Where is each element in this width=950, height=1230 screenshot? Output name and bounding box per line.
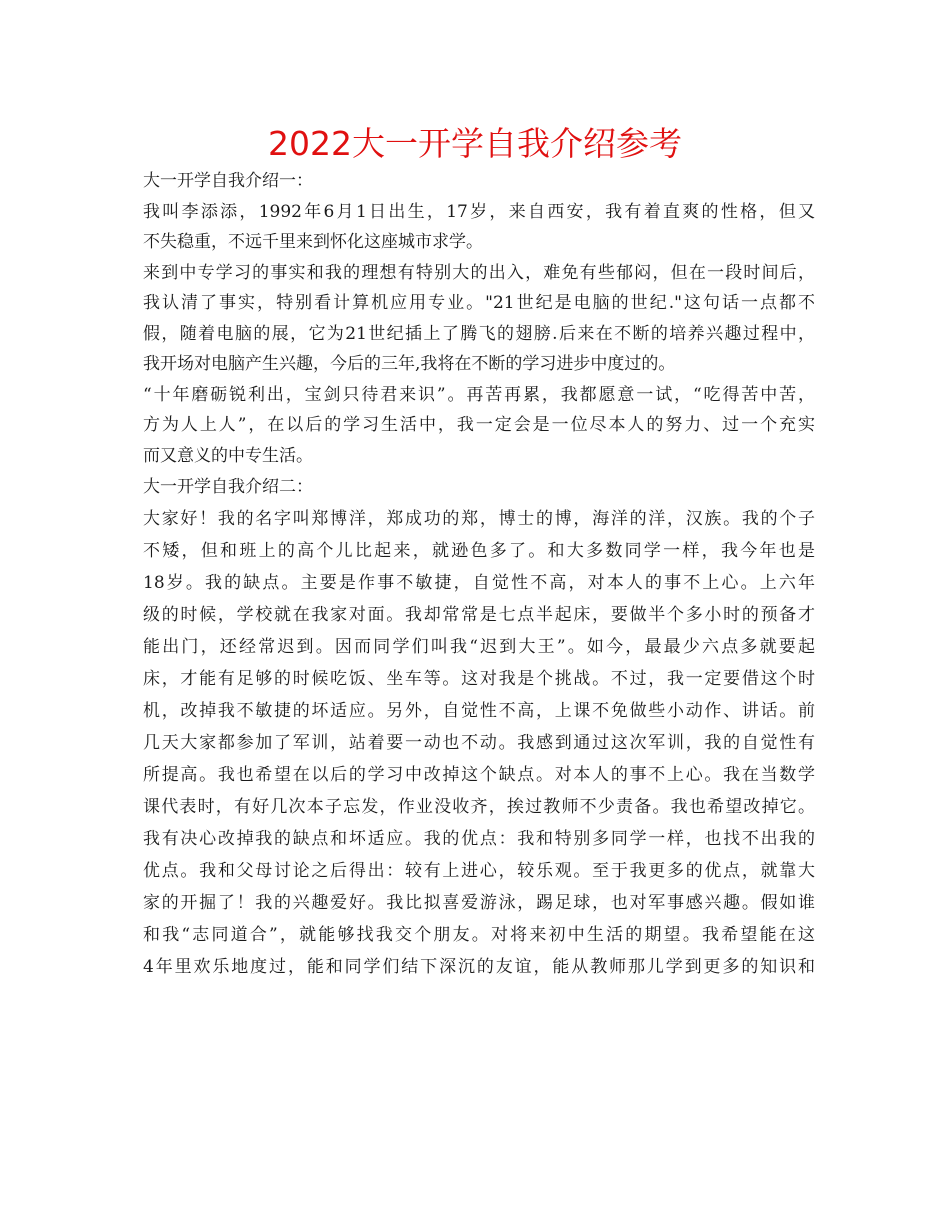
text-line: 级的时候，学校就在我家对面。我却常常是七点半起床，要做半个多小时的预备才: [143, 605, 815, 625]
document-title: 2022大一开学自我介绍参考: [268, 124, 682, 163]
text-line: 来到中专学习的事实和我的理想有特别大的出入，难免有些郁闷，但在一段时间后，: [143, 262, 815, 283]
text-line: 优点。我和父母讨论之后得出：较有上进心，较乐观。至于我更多的优点，就靠大: [143, 861, 815, 881]
text-line: 几天大家都参加了军训，站着要一动也不动。我感到通过这次军训，我的自觉性有: [143, 733, 815, 753]
text-line: 而又意义的中专生活。: [143, 445, 313, 466]
text-line: 我开场对电脑产生兴趣，今后的三年,我将在不断的学习进步中度过的。: [143, 354, 676, 374]
text-line: 方为人上人”，在以后的学习生活中，我一定会是一位尽本人的努力、过一个充实: [143, 415, 815, 435]
text-line: 大家好！我的名字叫郑博洋，郑成功的郑，博士的博，海洋的洋，汉族。我的个子: [143, 509, 815, 529]
text-line: “十年磨砺锐利出，宝剑只待君来识”。再苦再累，我都愿意一试，“吃得苦中苦，: [143, 384, 815, 405]
text-line: 和我“志同道合”，就能够找我交个朋友。对将来初中生活的期望。我希望能在这: [143, 925, 815, 945]
text-line: 我认清了事实，特别看计算机应用专业。"21世纪是电脑的世纪."这句话一点都不: [143, 293, 815, 313]
text-line: 大一开学自我介绍二：: [143, 477, 313, 497]
document-body: [143, 166, 815, 983]
text-line: 我叫李添添，1992年6月1日出生，17岁，来自西安，我有着直爽的性格，但又: [143, 201, 815, 222]
text-line: 不矮，但和班上的高个儿比起来，就逊色多了。和大多数同学一样，我今年也是: [143, 541, 815, 561]
text-line: 家的开掘了！我的兴趣爱好。我比拟喜爱游泳，踢足球，也对军事感兴趣。假如谁: [143, 893, 815, 913]
text-line: 我有决心改掉我的缺点和坏适应。我的优点：我和特别多同学一样，也找不出我的: [143, 829, 815, 849]
text-line: 能出门，还经常迟到。因而同学们叫我“迟到大王”。如今，最最少六点多就要起: [143, 637, 815, 657]
text-line: 大一开学自我介绍一：: [143, 171, 313, 191]
text-line: 床，才能有足够的时候吃饭、坐车等。这对我是个挑战。不过，我一定要借这个时: [143, 669, 815, 689]
text-line: 所提高。我也希望在以后的学习中改掉这个缺点。对本人的事不上心。我在当数学: [143, 765, 815, 785]
text-line: 机，改掉我不敏捷的坏适应。另外，自觉性不高，上课不免做些小动作、讲话。前: [143, 701, 815, 721]
text-line: 课代表时，有好几次本子忘发，作业没收齐，挨过教师不少责备。我也希望改掉它。: [143, 797, 815, 817]
text-line: 不失稳重，不远千里来到怀化这座城市求学。: [143, 232, 483, 252]
text-line: 18岁。我的缺点。主要是作事不敏捷，自觉性不高，对本人的事不上心。上六年: [143, 573, 815, 593]
text-line: 4年里欢乐地度过，能和同学们结下深沉的友谊，能从教师那儿学到更多的知识和: [143, 957, 815, 977]
text-line: 假，随着电脑的展，它为21世纪插上了腾飞的翅膀.后来在不断的培养兴趣过程中，: [143, 323, 815, 344]
